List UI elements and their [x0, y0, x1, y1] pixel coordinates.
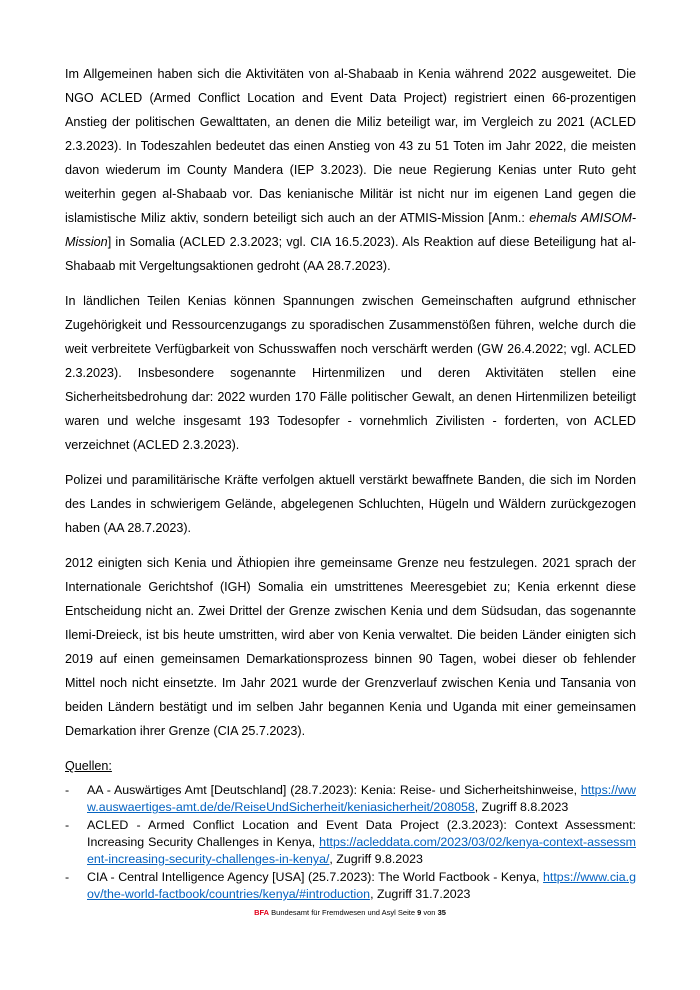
list-dash: -	[65, 783, 70, 797]
page-footer	[0, 908, 700, 917]
list-dash: -	[65, 870, 70, 884]
footer-org-name: Bundesamt für Fremdwesen und Asyl	[271, 908, 396, 917]
source-access-date: , Zugriff 31.7.2023	[370, 887, 471, 901]
footer-page-total: 35	[437, 908, 446, 917]
body-paragraph-3: Polizei und paramilitärische Kräfte verfolgen aktuell verstärkt bewaffnete Banden, die sich im Norden des Landes in schwierigem Gelände, abgelegenen Schluchten, Hügeln und Wäldern zurückgezogen haben (AA 28.7.2023).	[65, 473, 636, 535]
body-paragraph-4: 2012 einigten sich Kenia und Äthiopien ihre gemeinsame Grenze neu festzulegen. 2021 sprach der Internationale Gerichtshof (IGH) Somalia ein umstrittenes Meeresgebiet zu; Kenia erkennt diese Entscheidung nicht an. Zwei Drittel der Grenze zwischen Kenia und dem Südsudan, das sogenannte Ilemi-Dreieck, ist bis heute umstritten, wird aber von Kenia verwaltet. Die beiden Länder einigten sich 2019 auf einen gemeinsamen Demarkationsprozess binnen 90 Tagen, wobei dieser ob fehlender Mittel noch nicht einsetzte. Im Jahr 2021 wurde der Grenzverlauf zwischen Kenia und Tansania von beiden Ländern bestätigt und im selben Jahr begannen Kenia und Uganda mit einer gemeinsamen Demarkation ihrer Grenze (CIA 25.7.2023).	[65, 556, 636, 738]
bfa-logo: BFA	[254, 908, 270, 917]
source-entry	[87, 817, 636, 868]
sources-heading: Quellen:	[65, 759, 112, 773]
body-paragraph-1	[65, 62, 636, 278]
document-body	[65, 62, 636, 904]
footer-of-label: von	[423, 908, 436, 917]
source-entry	[87, 869, 636, 903]
source-link[interactable]: https://www.cia.gov/the-world-factbook/countries/kenya/#introduction	[87, 870, 636, 901]
source-citation: CIA - Central Intelligence Agency [USA] (25.7.2023): The World Factbook - Kenya,	[87, 870, 544, 884]
footer-page-label: Seite	[397, 908, 416, 917]
source-list-item-aa	[65, 782, 636, 816]
source-link[interactable]: https://www.auswaertiges-amt.de/de/ReiseUndSicherheit/keniasicherheit/208058	[87, 783, 636, 814]
source-access-date: , Zugriff 9.8.2023	[329, 852, 423, 866]
source-access-date: , Zugriff 8.8.2023	[474, 800, 569, 814]
body-paragraph-2: In ländlichen Teilen Kenias können Spannungen zwischen Gemeinschaften aufgrund ethnischer Zugehörigkeit und Ressourcenzugangs zu sporadischen Zusammenstößen führen, welche durch die weit verbreitete Verfügbarkeit von Schusswaffen noch verschärft werden (GW 26.4.2022; vgl. ACLED 2.3.2023). Insbesondere sogenannte Hirtenmilizen und deren Aktivitäten stellen eine Sicherheitsbedrohung dar: 2022 wurden 170 Fälle politischer Gewalt, an denen Hirtenmilizen beteiligt waren und welche insgesamt 193 Todesopfer - vornehmlich Zivilisten - forderten, von ACLED verzeichnet (ACLED 2.3.2023).	[65, 294, 636, 452]
footer-page-number: 9	[417, 908, 422, 917]
source-link[interactable]: https://acleddata.com/2023/03/02/kenya-context-assessment-increasing-security-challenges-in-kenya/	[87, 835, 636, 866]
paragraph-italic-text: ehemals AMISOM-Mission	[65, 211, 637, 249]
list-dash: -	[65, 818, 70, 832]
source-list-item-cia	[65, 869, 636, 903]
source-entry	[87, 782, 636, 816]
paragraph-text: ] in Somalia (ACLED 2.3.2023; vgl. CIA 16.5.2023). Als Reaktion auf diese Beteiligung hat al-Shabaab mit Vergeltungsaktionen gedroht (AA 28.7.2023).	[65, 235, 636, 273]
source-list-item-acled	[65, 817, 636, 868]
source-citation: AA - Auswärtiges Amt [Deutschland] (28.7.2023): Kenia: Reise- und Sicherheitshinweise,	[87, 783, 581, 797]
source-citation: ACLED - Armed Conflict Location and Event Data Project (2.3.2023): Context Assessment: Increasing Security Challenges in Kenya,	[87, 818, 636, 849]
paragraph-text: Im Allgemeinen haben sich die Aktivitäten von al-Shabaab in Kenia während 2022 ausgeweitet. Die NGO ACLED (Armed Conflict Location and Event Data Project) registriert einen 66-prozentigen Anstieg der politischen Gewalttaten, an denen die Miliz beteiligt war, im Vergleich zu 2021 (ACLED 2.3.2023). In Todeszahlen bedeutet das einen Anstieg von 43 zu 51 Toten im Jahr 2022, die meisten davon wiederum im County Mandera (IEP 3.2023). Die neue Regierung Kenias unter Ruto geht weiterhin gegen al-Shabaab vor. Das kenianische Militär ist nicht nur im eigenen Land gegen die islamistische Miliz aktiv, sondern beteiligt sich auch an der ATMIS-Mission [Anm.:	[65, 67, 636, 225]
